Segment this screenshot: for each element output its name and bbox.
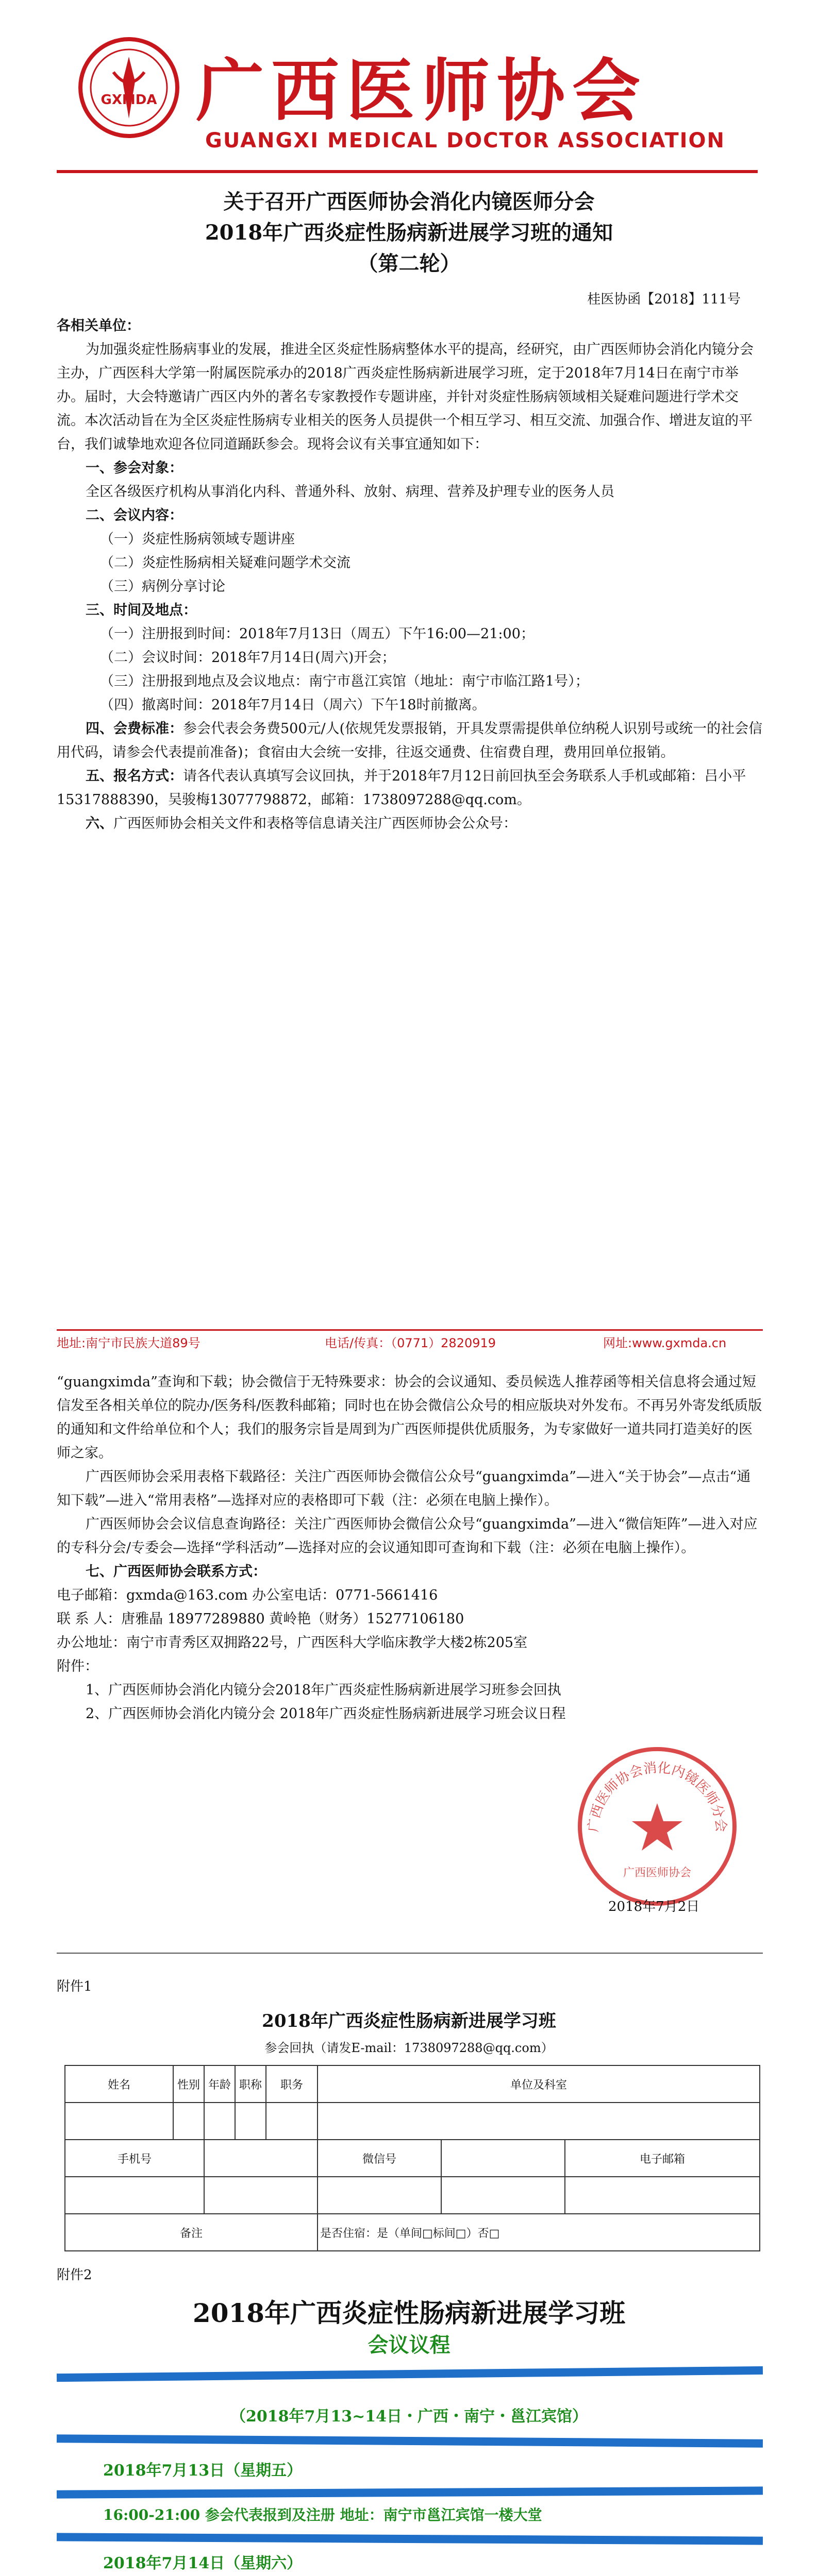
page-divider	[57, 1953, 763, 1954]
section2-item: （二）炎症性肠病相关疑难问题学术交流	[100, 555, 350, 571]
notice-title-line2: 2018年广西炎症性肠病新进展学习班的通知	[205, 221, 613, 245]
form-input-cell[interactable]	[565, 2177, 760, 2214]
contact-persons: 联 系 人：唐雅晶 18977289880 黄岭艳（财务）15277106180	[57, 1611, 464, 1627]
schedule-subtitle: 会议议程	[368, 2333, 450, 2357]
annex-label: 附件：	[57, 1658, 98, 1674]
section5	[57, 765, 763, 812]
seal-bottom-text: 广西医师协会	[623, 1867, 692, 1879]
notice-continued	[57, 1370, 763, 1726]
form-stay-option[interactable]: 是否住宿：是（单间□标间□）否□	[318, 2214, 760, 2251]
footer-phone: 电话/传真：（0771）2820919	[325, 1336, 496, 1350]
form-header-cell: 年龄	[204, 2065, 235, 2103]
section2-item: （一）炎症性肠病领域专题讲座	[100, 531, 295, 547]
decorative-stripe	[57, 2533, 763, 2545]
salutation: 各相关单位：	[57, 318, 140, 334]
form-label-cell: 手机号	[65, 2140, 204, 2177]
section6-text: 广西医师协会相关文件和表格等信息请关注广西医师协会公众号：	[113, 816, 517, 832]
footer-address: 地址:南宁市民族大道89号	[57, 1336, 201, 1350]
section3-item: （一）注册报到时间：2018年7月13日（周五）下午16:00—21:00；	[100, 626, 535, 642]
section5-title: 五、报名方式：	[86, 768, 183, 784]
section3-title: 三、时间及地点：	[86, 602, 197, 618]
section3-item: （四）撤离时间：2018年7月14日（周六）下午18时前撤离。	[100, 697, 486, 713]
section3-item: （三）注册报到地点及会议地点：南宁市邕江宾馆（地址：南宁市临江路1号）；	[100, 673, 589, 689]
office-address: 办公地址：南宁市青秀区双拥路22号，广西医科大学临床教学大楼2栋205室	[57, 1635, 528, 1651]
annex-item: 1、广西医师协会消化内镜分会2018年广西炎症性肠病新进展学习班参会回执	[86, 1682, 561, 1698]
section6-title: 六、	[86, 816, 113, 832]
day1-registration: 16:00-21:00 参会代表报到及注册 地址：南宁市邕江宾馆一楼大堂	[103, 2506, 542, 2523]
footer-website: 网址:www.gxmda.cn	[603, 1336, 727, 1350]
form-input-cell[interactable]	[441, 2177, 565, 2214]
decorative-stripe	[57, 2486, 763, 2498]
contact-email: 电子邮箱：gxmda@163.com 办公室电话：0771-5661416	[57, 1587, 438, 1603]
form-download-paragraph: 广西医师协会采用表格下载路径：关注广西医师协会微信公众号“guangximda”—进入“关于协会”—点击“通知下载”—进入“常用表格”—选择对应的表格即可下载（注：必须在电脑上操作）。	[57, 1469, 751, 1509]
notice-title-line3: （第二轮）	[357, 251, 461, 276]
wechat-paragraph: “guangximda”查询和下载；协会微信于无特殊要求：协会的会议通知、委员候选人推荐函等相关信息将会通过短信发至各相关单位的院办/医务科/医教科邮箱；同时也在协会微信公众号的相应版块对外发布。不再另外寄发纸质版的通知和文件给单位和个人；我们的服务宗旨是周到为广西医师提供优质服务，为专家做好一道共同打造美好的医师之家。	[57, 1374, 762, 1461]
day1-label: 2018年7月13日（星期五）	[103, 2462, 303, 2480]
form-header-cell: 性别	[173, 2065, 204, 2103]
form-header-cell: 职称	[235, 2065, 266, 2103]
form-subtitle: 参会回执（请发E-mail：1738097288@qq.com）	[264, 2041, 554, 2055]
form-label-cell: 微信号	[318, 2140, 441, 2177]
association-logo	[77, 36, 180, 139]
form-input-cell[interactable]	[65, 2103, 173, 2140]
section4-title: 四、会费标准：	[86, 721, 183, 737]
form-input-cell[interactable]	[441, 2140, 565, 2177]
form-row-header	[65, 2065, 760, 2103]
section7-title: 七、广西医师协会联系方式：	[86, 1564, 266, 1580]
form-input-cell[interactable]	[173, 2103, 204, 2140]
form-label-cell: 电子邮箱	[565, 2140, 760, 2177]
section4-text: 参会代表会务费500元/人(依规凭发票报销，开具发票需提供单位纳税人识别号或统一的社会信用代码，请参会代表提前准备)；食宿由大会统一安排，往返交通费、住宿费自理，费用回单位报销。	[57, 721, 763, 760]
form-input-cell[interactable]	[266, 2103, 318, 2140]
form-input-cell[interactable]	[204, 2103, 235, 2140]
official-seal	[572, 1741, 742, 1911]
form-input-cell[interactable]	[204, 2140, 318, 2177]
meeting-query-paragraph: 广西医师协会会议信息查询路径：关注广西医师协会微信公众号“guangximda”—进入“微信矩阵”—进入对应的专科分会/专委会—选择“学科活动”—选择对应的会议通知即可查询和下载（注：必须在电脑上操作）。	[57, 1516, 758, 1556]
form-title: 2018年广西炎症性肠病新进展学习班	[262, 2011, 556, 2031]
form-row-remark	[65, 2214, 760, 2251]
annex1-label: 附件1	[57, 1979, 92, 1994]
annex-item: 2、广西医师协会消化内镜分会 2018年广西炎症性肠病新进展学习班会议日程	[86, 1706, 566, 1722]
registration-form	[64, 2065, 760, 2251]
form-header-cell: 姓名	[65, 2065, 173, 2103]
day2-label: 2018年7月14日（星期六）	[103, 2554, 303, 2572]
decorative-stripe	[57, 2434, 763, 2448]
schedule-title: 2018年广西炎症性肠病新进展学习班	[192, 2298, 626, 2328]
decorative-stripe	[57, 2366, 763, 2382]
schedule-meta: （2018年7月13~14日・广西・南宁・邕江宾馆）	[230, 2408, 588, 2426]
section6	[57, 812, 763, 836]
org-name-en: GUANGXI MEDICAL DOCTOR ASSOCIATION	[205, 129, 726, 152]
org-name-cn: 广西医师协会	[196, 51, 647, 131]
notice-body	[57, 314, 763, 836]
form-input-cell[interactable]	[235, 2103, 266, 2140]
notice-date: 2018年7月2日	[608, 1899, 700, 1914]
letterhead	[67, 31, 747, 155]
seal-ring-text: 广西医师协会消化内镜医师分会	[586, 1760, 729, 1833]
form-header-cell: 单位及科室	[318, 2065, 760, 2103]
form-input-cell[interactable]	[204, 2177, 318, 2214]
section5-text: 请各代表认真填写会议回执，并于2018年7月12日前回执至会务联系人手机或邮箱：吕小平15317888390，吴骏梅13077798872，邮箱：1738097288@qq.com。	[57, 768, 746, 808]
form-remark-label: 备注	[65, 2214, 318, 2251]
form-input-cell[interactable]	[318, 2177, 441, 2214]
section4	[57, 717, 763, 765]
header-rule	[57, 170, 758, 173]
section1-title: 一、参会对象：	[86, 460, 183, 476]
section1-text: 全区各级医疗机构从事消化内科、普通外科、放射、病理、营养及护理专业的医务人员	[86, 484, 614, 500]
form-row-blank2	[65, 2177, 760, 2214]
intro-paragraph: 为加强炎症性肠病事业的发展，推进全区炎症性肠病整体水平的提高，经研究，由广西医师协会消化内镜分会主办，广西医科大学第一附属医院承办的2018广西炎症性肠病新进展学习班，定于2018年7月14日在南宁市举办。届时，大会特邀请广西区内外的著名专家教授作专题讲座，并针对炎症性肠病领域相关疑难问题进行学术交流。本次活动旨在为全区炎症性肠病专业相关的医务人员提供一个相互学习、相互交流、加强合作、增进友谊的平台，我们诚挚地欢迎各位同道踊跃参会。现将会议有关事宜通知如下：	[57, 342, 754, 452]
form-header-cell: 职务	[266, 2065, 318, 2103]
logo-text: GXMDA	[101, 92, 157, 108]
form-row-blank	[65, 2103, 760, 2140]
page-footer-bar	[57, 1329, 763, 1351]
section3-item: （二）会议时间：2018年7月14日(周六)开会；	[100, 650, 396, 666]
section2-title: 二、会议内容：	[86, 507, 183, 523]
form-input-cell[interactable]	[65, 2177, 204, 2214]
section2-item: （三）病例分享讨论	[100, 579, 225, 595]
form-input-cell[interactable]	[318, 2103, 760, 2140]
annex2-label: 附件2	[57, 2267, 92, 2283]
form-row-contact	[65, 2140, 760, 2177]
notice-title-line1: 关于召开广西医师协会消化内镜医师分会	[223, 190, 595, 214]
document-number: 桂医协函【2018】111号	[587, 292, 741, 307]
